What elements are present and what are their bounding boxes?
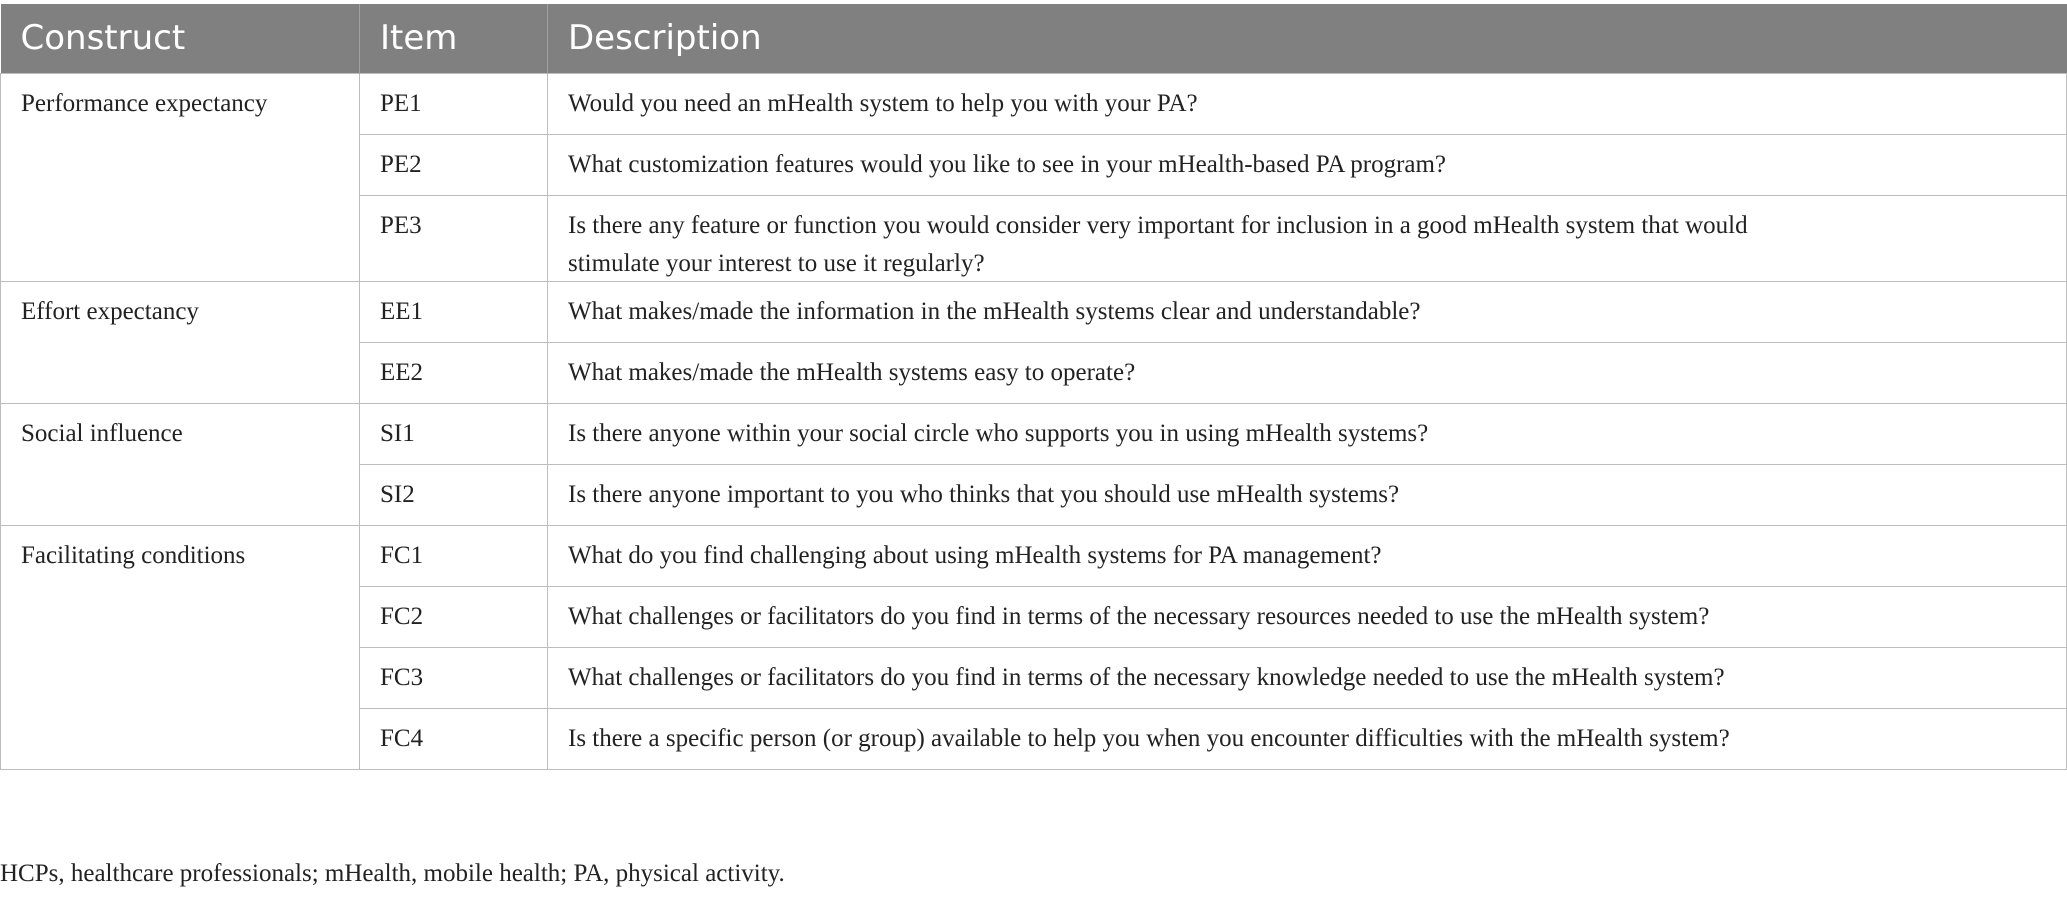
constructs-table <box>0 4 2067 770</box>
item-code: SI1 <box>380 419 415 447</box>
table-row <box>1 525 2067 586</box>
description-cell <box>548 525 2067 586</box>
item-code: FC3 <box>380 663 424 691</box>
item-description: Would you need an mHealth system to help you with your PA? <box>568 89 1198 117</box>
item-cell <box>360 195 548 281</box>
table-row <box>1 403 2067 464</box>
construct-label: Effort expectancy <box>21 297 199 325</box>
description-cell <box>548 195 2067 281</box>
item-description: What do you find challenging about using mHealth systems for PA management? <box>568 541 1382 569</box>
item-description: Is there anyone within your social circle who supports you in using mHealth systems? <box>568 419 1429 447</box>
item-description: What challenges or facilitators do you find in terms of the necessary knowledge needed to use the mHealth system? <box>568 663 1725 691</box>
item-cell <box>360 708 548 769</box>
item-description: What makes/made the information in the mHealth systems clear and understandable? <box>568 297 1421 325</box>
description-cell <box>548 134 2067 195</box>
item-code: SI2 <box>380 480 415 508</box>
construct-cell <box>1 73 360 281</box>
construct-label: Facilitating conditions <box>21 541 246 569</box>
construct-label: Social influence <box>21 419 183 447</box>
item-code: FC4 <box>380 724 424 752</box>
table-footnote: HCPs, healthcare professionals; mHealth, mobile health; PA, physical activity. <box>0 860 785 887</box>
item-description: What challenges or facilitators do you find in terms of the necessary resources needed to use the mHealth system? <box>568 602 1710 630</box>
item-cell <box>360 464 548 525</box>
description-cell <box>548 708 2067 769</box>
item-cell <box>360 134 548 195</box>
item-code: PE2 <box>380 150 422 178</box>
construct-cell <box>1 525 360 769</box>
item-code: FC1 <box>380 541 424 569</box>
header-row <box>1 4 2067 73</box>
item-cell <box>360 647 548 708</box>
item-description: What makes/made the mHealth systems easy to operate? <box>568 358 1136 386</box>
item-cell <box>360 73 548 134</box>
header-item: Item <box>360 4 548 73</box>
item-description: Is there a specific person (or group) available to help you when you encounter difficulties with the mHealth system? <box>568 724 1730 752</box>
description-cell <box>548 403 2067 464</box>
description-cell <box>548 464 2067 525</box>
description-cell <box>548 73 2067 134</box>
item-description: Is there anyone important to you who thinks that you should use mHealth systems? <box>568 480 1400 508</box>
header-construct: Construct <box>1 4 360 73</box>
table-header <box>1 4 2067 73</box>
item-description: What customization features would you like to see in your mHealth-based PA program? <box>568 150 1447 178</box>
item-code: EE2 <box>380 358 424 386</box>
description-cell <box>548 586 2067 647</box>
construct-label: Performance expectancy <box>21 89 268 117</box>
construct-cell <box>1 281 360 403</box>
item-cell <box>360 525 548 586</box>
description-cell <box>548 281 2067 342</box>
item-description-line-1: Is there any feature or function you would consider very important for inclusion in a good mHealth system that would <box>568 211 1748 239</box>
item-code: PE1 <box>380 89 422 117</box>
table-row <box>1 281 2067 342</box>
item-cell <box>360 342 548 403</box>
item-cell <box>360 586 548 647</box>
header-description: Description <box>548 4 2067 73</box>
item-cell <box>360 281 548 342</box>
item-code: EE1 <box>380 297 424 325</box>
item-code: FC2 <box>380 602 424 630</box>
item-description-line-2: stimulate your interest to use it regularly? <box>568 249 985 277</box>
construct-cell <box>1 403 360 525</box>
table-row <box>1 73 2067 134</box>
table-body <box>1 73 2067 769</box>
item-code: PE3 <box>380 211 422 239</box>
description-cell <box>548 342 2067 403</box>
item-cell <box>360 403 548 464</box>
description-cell <box>548 647 2067 708</box>
